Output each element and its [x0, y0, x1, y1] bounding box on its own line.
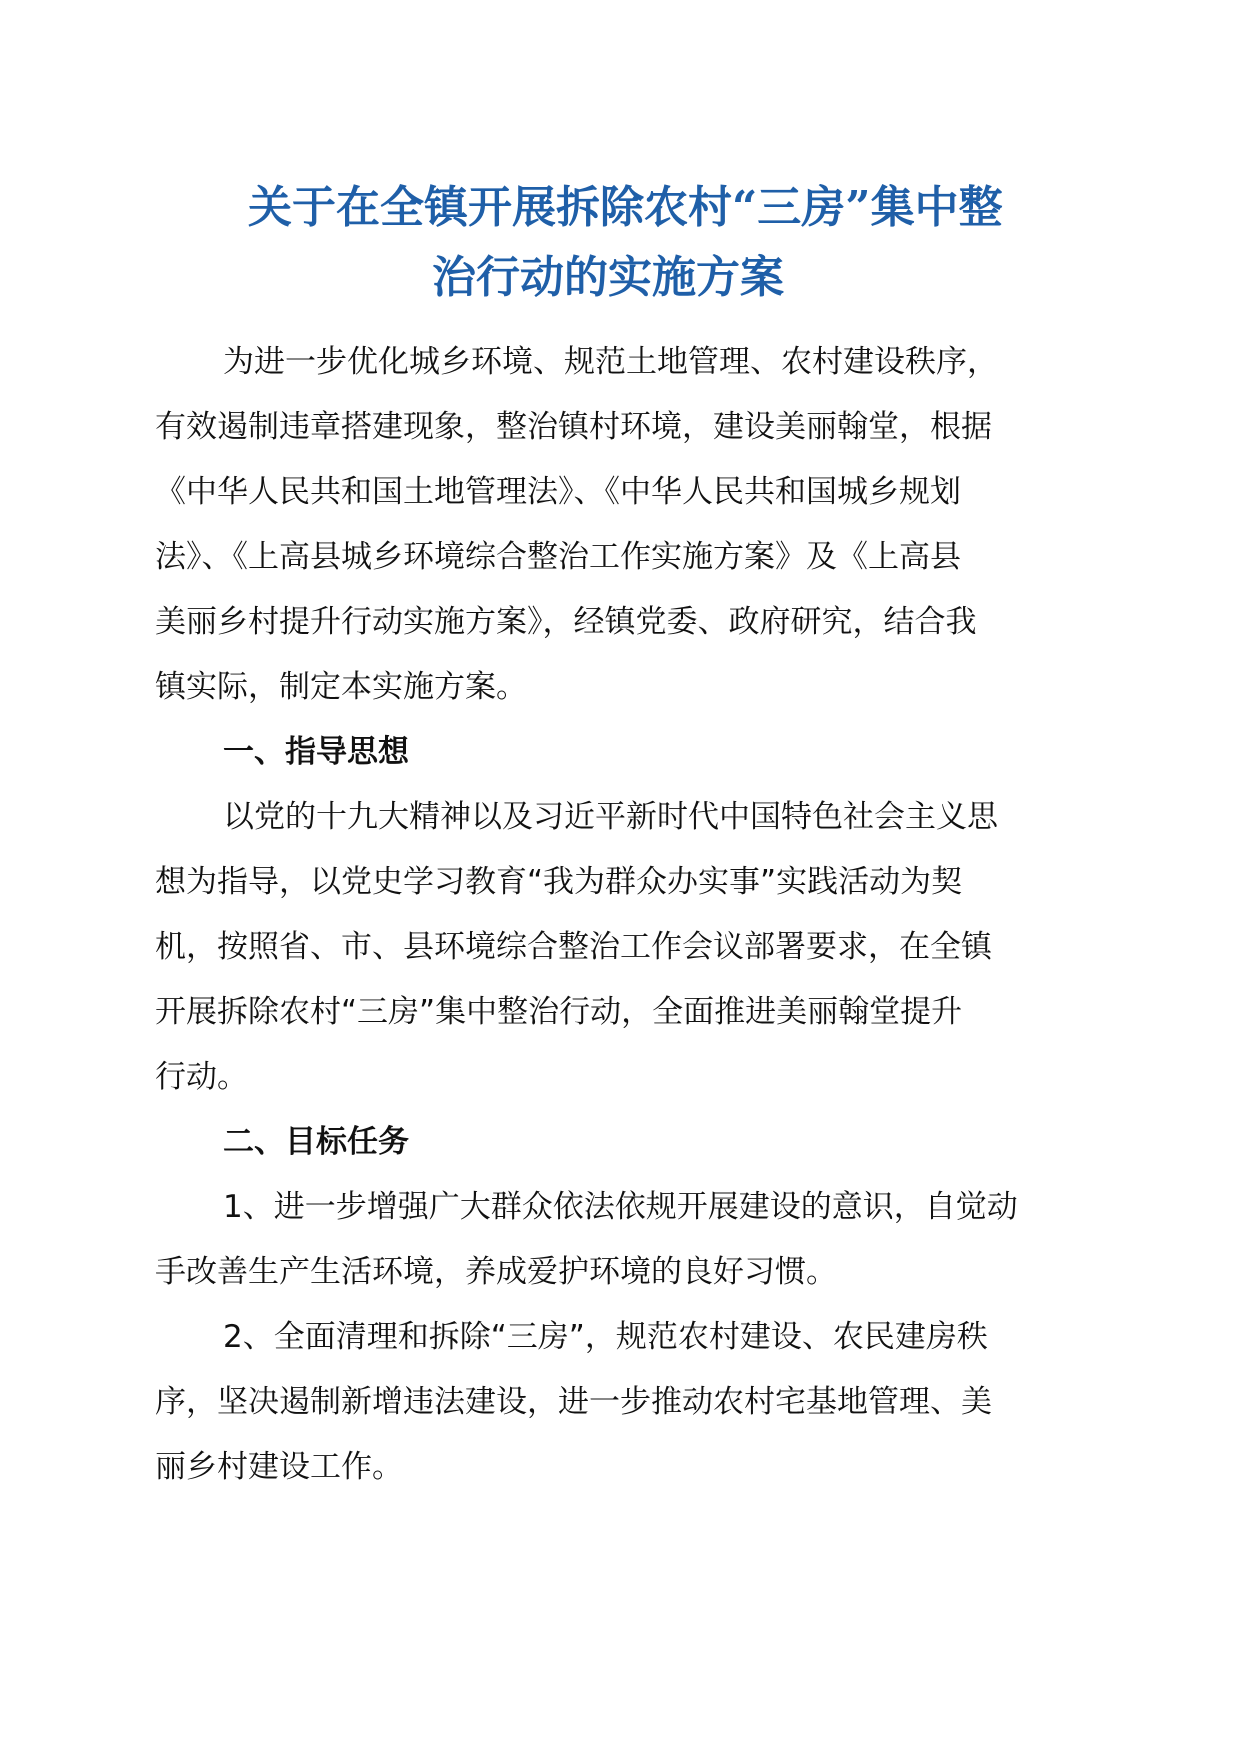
paragraph-line: 开展拆除农村“三房”集中整治行动，全面推进美丽翰堂提升 [155, 994, 963, 1030]
paragraph-line: 丽乡村建设工作。 [155, 1449, 403, 1485]
paragraph-line: 法》、《上高县城乡环境综合整治工作实施方案》及《上高县 [155, 539, 961, 575]
paragraph-line: 2、全面清理和拆除“三房”，规范农村建设、农民建房秩 [223, 1319, 988, 1355]
goal-item-2 [155, 1305, 1075, 1500]
section-heading-guiding-ideology: 一、指导思想 [223, 734, 409, 770]
document-title-line-1: 关于在全镇开展拆除农村“三房”集中整 [248, 182, 1003, 233]
goal-item-1 [155, 1175, 1075, 1305]
paragraph-line: 《中华人民共和国土地管理法》、《中华人民共和国城乡规划 [155, 474, 961, 510]
paragraph-line: 机，按照省、市、县环境综合整治工作会议部署要求，在全镇 [155, 929, 992, 965]
paragraph-line: 美丽乡村提升行动实施方案》，经镇党委、政府研究，结合我 [155, 604, 977, 640]
paragraph-line: 1、进一步增强广大群众依法依规开展建设的意识，自觉动 [223, 1189, 1018, 1225]
document-title-line-2: 治行动的实施方案 [432, 252, 784, 303]
paragraph-line: 想为指导，以党史学习教育“我为群众办实事”实践活动为契 [155, 864, 963, 900]
paragraph-line: 为进一步优化城乡环境、规范土地管理、农村建设秩序， [223, 344, 998, 380]
paragraph-line: 行动。 [155, 1059, 248, 1095]
intro-paragraph [155, 330, 1075, 720]
section-heading-goals-tasks: 二、目标任务 [223, 1124, 409, 1160]
paragraph-line: 序，坚决遏制新增违法建设，进一步推动农村宅基地管理、美 [155, 1384, 992, 1420]
paragraph-line: 手改善生产生活环境，养成爱护环境的良好习惯。 [155, 1254, 837, 1290]
paragraph-line: 以党的十九大精神以及习近平新时代中国特色社会主义思 [223, 799, 998, 835]
paragraph-line: 有效遏制违章搭建现象，整治镇村环境，建设美丽翰堂，根据 [155, 409, 992, 445]
paragraph-line: 镇实际，制定本实施方案。 [155, 669, 527, 705]
guiding-ideology-paragraph [155, 785, 1075, 1110]
